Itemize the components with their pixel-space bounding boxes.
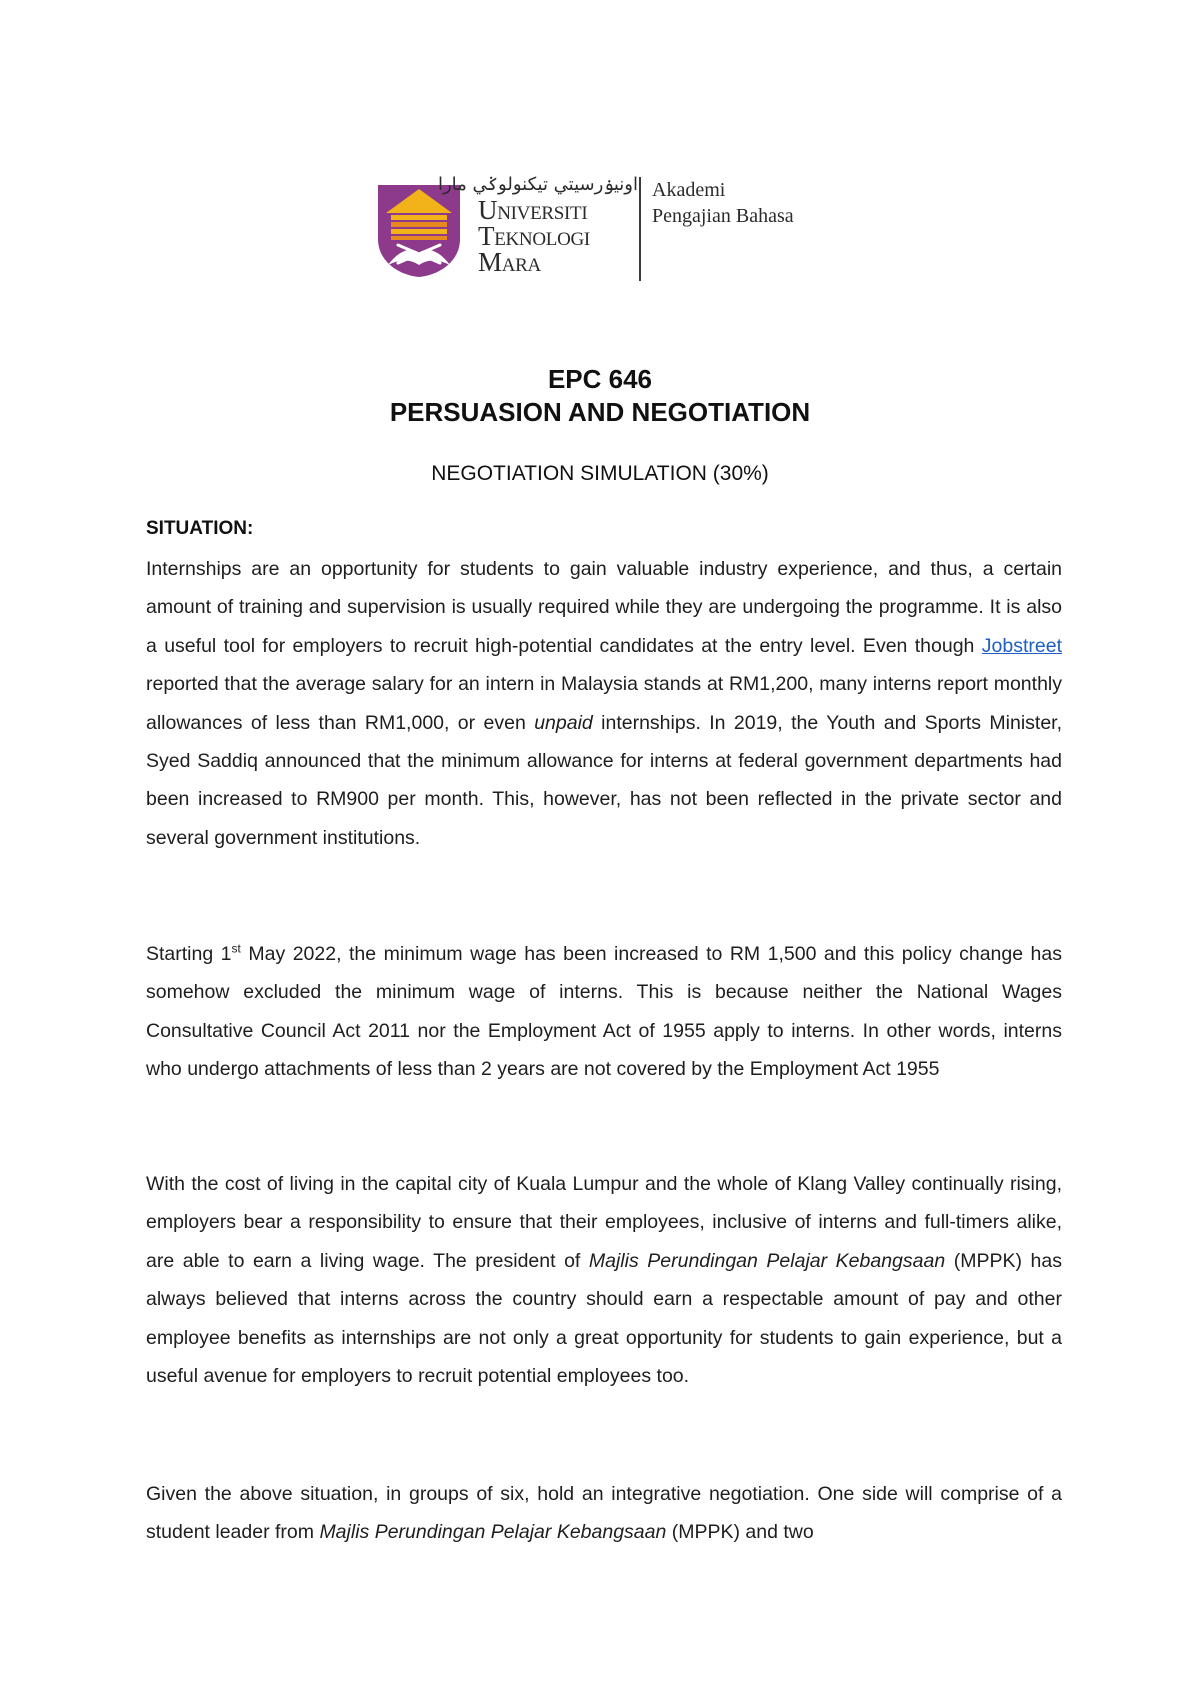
department-line-2: Pengajian Bahasa xyxy=(652,205,794,227)
paragraph-2-superscript: st xyxy=(231,941,241,956)
course-title: PERSUASION AND NEGOTIATION xyxy=(389,397,811,427)
university-name xyxy=(478,197,648,275)
assignment-title: NEGOTIATION SIMULATION (30%) xyxy=(431,462,769,485)
paragraph-1 xyxy=(146,550,1062,857)
paragraph-1-emphasis: unpaid xyxy=(534,711,593,734)
paragraph-2-text-b: May 2022, the minimum wage has been increased to RM 1,500 and this policy change has somehow excluded the minimum wage of interns. This is because neither the National Wages Consultative Council Act 2011 nor the Employment Act of 1955 apply to interns. In other words, interns who undergo attachments of less than 2 years are not covered by the Employment Act 1955 xyxy=(146,943,1063,1081)
paragraph-2-text-a: Starting 1 xyxy=(146,943,232,965)
university-name-line-1: Universiti xyxy=(478,195,588,225)
jawi-script: اونيۏرسيتي تيکنولوݢي مارا xyxy=(437,174,638,195)
paragraph-3-text-b: (MPPK) has always believed that interns across the country should earn a respectable amount of pay and other employee benefits as internships are not only a great opportunity for students to gain experience, but a useful avenue for employers to recruit potential employees too. xyxy=(146,1249,1062,1388)
paragraph-4-text-b: (MPPK) and two xyxy=(666,1521,814,1544)
uitm-logo xyxy=(374,175,854,283)
paragraph-4 xyxy=(146,1475,1062,1552)
paragraph-2 xyxy=(146,935,1062,1089)
course-code: EPC 646 xyxy=(547,364,653,394)
paragraph-3-text-a: With the cost of living in the capital city of Kuala Lumpur and the whole of Klang Valley continually rising, employers bear a responsibility to ensure that their employees, inclusive of interns and full-timers alike, are able to earn a living wage. The president of xyxy=(146,1173,1062,1272)
university-name-line-2: Teknologi xyxy=(478,221,590,251)
paragraph-3 xyxy=(146,1165,1062,1395)
paragraph-3-emphasis: Majlis Perundingan Pelajar Kebangsaan xyxy=(588,1249,946,1272)
logo-divider xyxy=(639,177,641,281)
university-name-line-3: Mara xyxy=(478,247,541,277)
paragraph-4-text-a: Given the above situation, in groups of six, hold an integrative negotiation. One side will comprise of a student leader from xyxy=(146,1483,1062,1544)
paragraph-4-emphasis: Majlis Perundingan Pelajar Kebangsaan xyxy=(319,1521,667,1544)
jobstreet-link[interactable]: Jobstreet xyxy=(981,634,1062,657)
section-label: SITUATION: xyxy=(146,518,254,539)
department-name xyxy=(652,177,794,229)
department-line-1: Akademi xyxy=(652,179,726,201)
paragraph-1-text-a: Internships are an opportunity for students to gain valuable industry experience, and thus, a certain amount of training and supervision is usually required while they are undergoing the programme. It is also a useful tool for employers to recruit high-potential candidates at the entry level. Even though xyxy=(146,558,1062,657)
paragraph-1-text-c: internships. In 2019, the Youth and Sports Minister, Syed Saddiq announced that the minimum allowance for interns at federal government departments had been increased to RM900 per month. This, however, has not been reflected in the private sector and several government institutions. xyxy=(146,711,1063,849)
paragraph-1-text-b: reported that the average salary for an intern in Malaysia stands at RM1,200, many interns report monthly allowances of less than RM1,000, or even xyxy=(146,673,1062,734)
